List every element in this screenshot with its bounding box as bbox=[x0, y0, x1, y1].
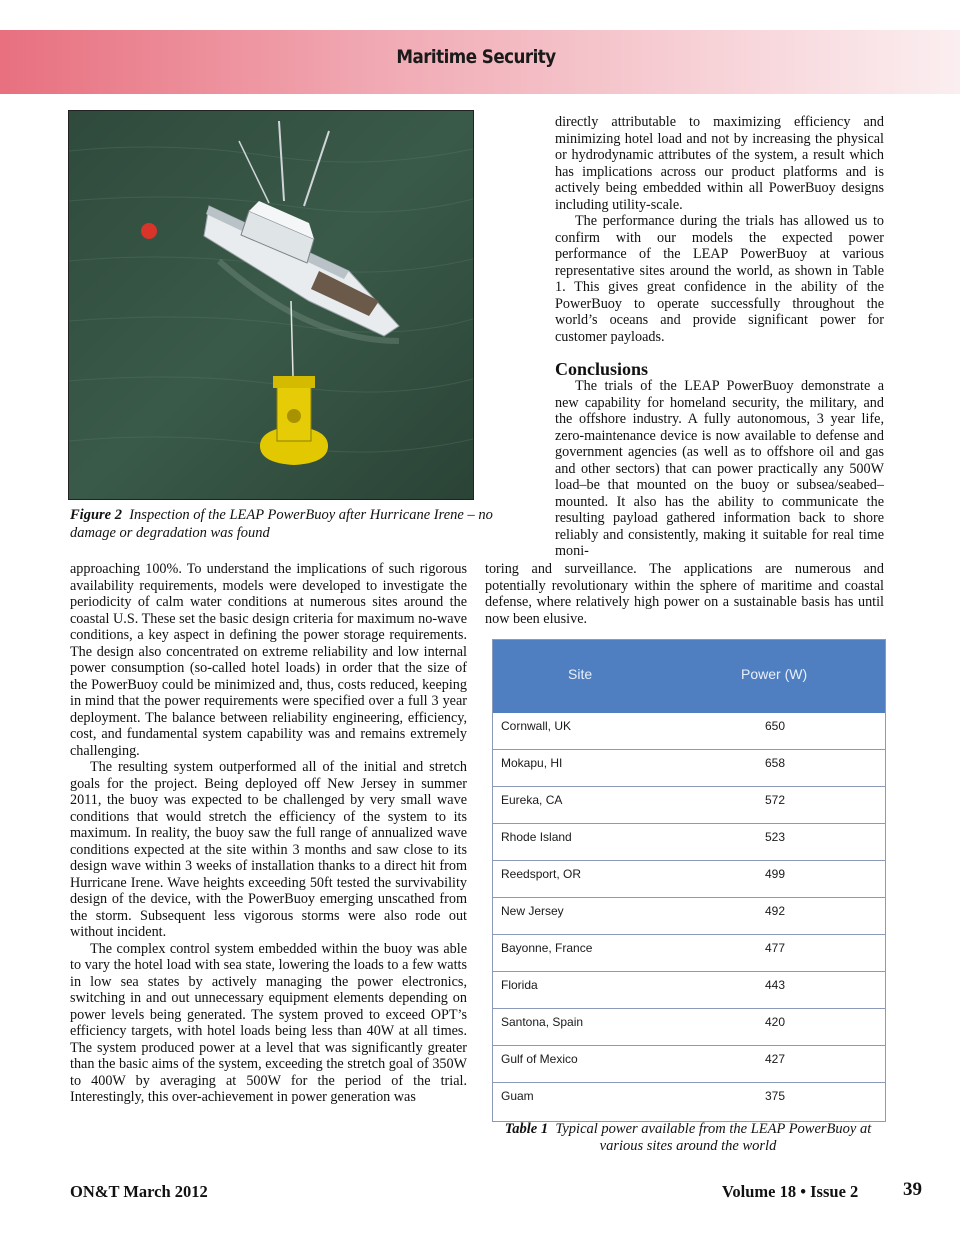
table-cell-power: 650 bbox=[765, 719, 786, 733]
table-cell-power: 375 bbox=[765, 1089, 786, 1103]
paragraph: approaching 100%. To understand the implications of such rigorous availability requirements, models were developed to investigate the periodicity of calm water conditions at numerous sites around the coastal U.S. These set the basic design criteria for maximum no-wave conditions, a key aspect in defining the power storage requirements. The design also concentrated on extreme reliability and low internal power consumption (so-called hotel loads) in order that the size of the PowerBuoy could be minimized and, thus, costs reduced, keeping in mind that the power requirements were specified over a full 3 year deployment. The balance between reliability engineering, efficiency, cost, and fundamental system capability was and remains extremely challenging. bbox=[70, 561, 467, 759]
table-caption-text: Typical power available from the LEAP PowerBuoy at various sites around the world bbox=[555, 1121, 872, 1154]
table-row bbox=[493, 934, 885, 971]
conclusions-heading: Conclusions bbox=[555, 359, 649, 379]
right-column bbox=[555, 114, 884, 345]
table-row bbox=[493, 786, 885, 823]
table-row bbox=[493, 897, 885, 934]
conclusions-paragraph-continued bbox=[485, 561, 884, 627]
boat-buoy-illustration bbox=[69, 111, 473, 499]
table-cell-site: Florida bbox=[501, 978, 538, 992]
table-row bbox=[493, 823, 885, 860]
table-header-site: Site bbox=[568, 666, 593, 682]
table-cell-power: 572 bbox=[765, 793, 786, 807]
figure-caption bbox=[70, 506, 530, 542]
paragraph: The performance during the trials has allowed us to confirm with our models the expected power performance of the LEAP PowerBuoy at various representative sites around the world, as shown in Table 1. This gives great confidence in the ability of the PowerBuoy to operate successfully throughout the world’s oceans and provide significant power for customer payloads. bbox=[555, 213, 884, 345]
figure-label: Figure 2 bbox=[70, 507, 122, 523]
conclusions-paragraph bbox=[555, 378, 884, 560]
table-row bbox=[493, 971, 885, 1008]
table-cell-site: Guam bbox=[501, 1089, 534, 1103]
page-number: 39 bbox=[903, 1179, 922, 1200]
table-cell-power: 658 bbox=[765, 756, 786, 770]
power-table bbox=[492, 639, 886, 1122]
table-cell-power: 492 bbox=[765, 904, 786, 918]
table-cell-power: 443 bbox=[765, 978, 786, 992]
paragraph: directly attributable to maximizing efficiency and minimizing hotel load and not by increasing the physical or hydrodynamic attributes of the system, a result which has implications across our product platforms and is actively being embedded within all PowerBuoy designs including utility-scale. bbox=[555, 114, 884, 213]
table-row bbox=[493, 860, 885, 897]
table-row bbox=[493, 713, 885, 749]
footer-volume: Volume 18 • Issue 2 bbox=[722, 1182, 859, 1201]
table-label: Table 1 bbox=[504, 1121, 549, 1137]
paragraph: toring and surveillance. The applications are numerous and potentially revolutionary within the sphere of maritime and coastal defense, where relatively high power on a sustainable basis has until now been elusive. bbox=[485, 561, 884, 627]
table-body bbox=[493, 713, 885, 1119]
table-cell-site: New Jersey bbox=[501, 904, 564, 918]
table-header bbox=[493, 640, 885, 713]
paragraph: The complex control system embedded within the buoy was able to vary the hotel load with sea state, lowering the loads to a few watts in low sea states by actively managing the power electronics, switching in and out unnecessary equipment elements depending on power levels being generated. The system proved to exceed OPT’s efficiency targets, with hotel loads being less than 40W at all times. The system produced power at a level that was significantly greater than the basic aims of the system, exceeding the stretch goal of 350W to 400W by averaging at 500W for the period of the trial. Interestingly, this over-achievement in power generation was bbox=[70, 940, 467, 1105]
table-row bbox=[493, 1045, 885, 1082]
table-cell-site: Bayonne, France bbox=[501, 941, 593, 955]
table-cell-site: Rhode Island bbox=[501, 830, 572, 844]
table-cell-site: Santona, Spain bbox=[501, 1015, 584, 1029]
footer-publication: ON&T March 2012 bbox=[70, 1182, 208, 1201]
table-cell-site: Mokapu, HI bbox=[501, 756, 563, 770]
table-cell-site: Cornwall, UK bbox=[501, 719, 572, 733]
table-cell-power: 477 bbox=[765, 941, 786, 955]
table-cell-power: 499 bbox=[765, 867, 786, 881]
table-cell-power: 427 bbox=[765, 1052, 786, 1066]
table-header-power: Power (W) bbox=[741, 666, 808, 682]
paragraph: The resulting system outperformed all of the initial and stretch goals for the project. Being deployed off New Jersey in summer 2011, the buoy was expected to be challenged by very small wave conditions that would stretch the efficiency of the system to its maximum. In reality, the buoy saw the full range of annualized wave conditions expected at the site within 3 months and saw close to its design wave within 3 weeks of installation thanks to a direct hit from Hurricane Irene. Wave heights exceeding 50ft tested the survivability design of the device, with the PowerBuoy emerging unscathed from the storm. Subsequent less vigorous storms were also rode out without incident. bbox=[70, 759, 467, 940]
paragraph: The trials of the LEAP PowerBuoy demonstrate a new capability for homeland security, the military, and the offshore industry. A fully autonomous, 3 year life, zero-maintenance device is now available to defense and government agencies (as well as to offshore oil and gas and other sectors) that can power practically any 500W load–be that mounted on the buoy or subsea/seabed–mounted. It also has the ability to communicate the resulting payload gathered information back to shore reliably and consistently, making it suitable for real time moni- bbox=[555, 378, 884, 559]
table-caption bbox=[492, 1121, 884, 1155]
table-row bbox=[493, 1008, 885, 1045]
section-title: Maritime Security bbox=[396, 46, 556, 68]
table-cell-site: Reedsport, OR bbox=[501, 867, 582, 881]
figure-photo bbox=[68, 110, 474, 500]
table-row bbox=[493, 1082, 885, 1119]
table-cell-power: 420 bbox=[765, 1015, 786, 1029]
left-column bbox=[70, 561, 467, 1106]
table-cell-power: 523 bbox=[765, 830, 786, 844]
figure-caption-text: Inspection of the LEAP PowerBuoy after Hurricane Irene – no damage or degradation was found bbox=[70, 507, 493, 541]
table-row bbox=[493, 749, 885, 786]
table-cell-site: Gulf of Mexico bbox=[501, 1052, 578, 1066]
table-cell-site: Eureka, CA bbox=[501, 793, 563, 807]
